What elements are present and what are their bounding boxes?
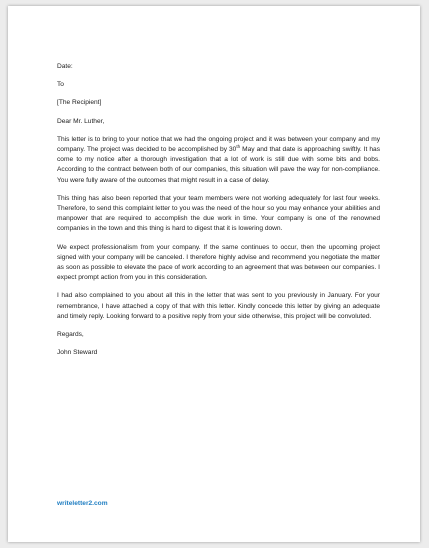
paragraph-1-start: This letter is to bring to your notice that we had the ongoing project and it was between your company and my company. The project was decided to be accomplished by 30 [57,135,380,154]
salutation: Dear Mr. Luther, [57,117,105,125]
letter-body [57,62,380,366]
paragraph-3: We expect professionalism from your company. If the same continues to occur, then the upcoming project signed with your company will be canceled. I therefore highly advise and recommend you negotiate the matter as soon as possible to elevate the pace of work according to an agreement that was between our companies. I expect prompt action from you in this consideration. [57,243,380,282]
letter-page [8,6,420,542]
paragraph-4: I had also complained to you about all this in the letter that was sent to you previously in January. For your remembrance, I have attached a copy of that with this letter. Kindly concede this letter by giving an adequate and timely reply. Looking forward to a positive reply from your side otherwise, this project will be convoluted. [57,292,380,320]
paragraph-1 [57,135,380,186]
recipient: [The Recipient] [57,99,102,107]
closing: Regards, [57,331,84,339]
to-label: To [57,81,64,89]
ordinal-suffix: th [236,143,241,149]
site-watermark: writeletter2.com [57,500,108,507]
paragraph-1-end: May and that date is approaching swiftly. It has come to my notice after a thorough investigation that a lot of work is still due with some bits and bobs. According to the contract between both of our companies, this situation will pave the way for non-compliance. You were fully aware of the outcomes that might result in a case of delay. [57,146,381,184]
date-label: Date: [57,63,73,70]
paragraph-2: This thing has also been reported that your team members were not working adequately for last four weeks. Therefore, to send this complaint letter to you was the need of the hour so you may enhance your abilities and manpower that are required to accomplish the due work in time. Your company is one of the renowned companies in the town and this thing is hard to digest that it is lowering down. [57,194,380,233]
signature: John Steward [57,349,98,357]
